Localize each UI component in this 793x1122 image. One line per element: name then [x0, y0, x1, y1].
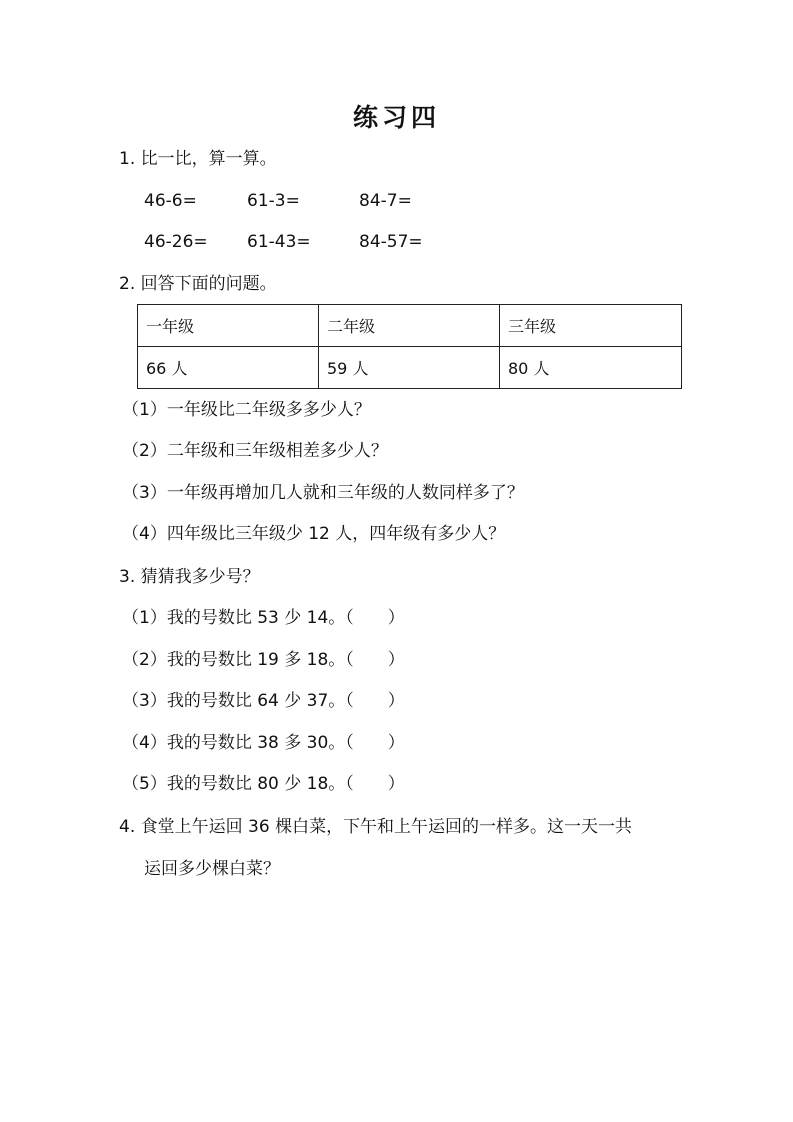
- question-3-sub: （1）我的号数比 53 少 14。（ ）: [122, 608, 405, 628]
- question-2-sub: （1）一年级比二年级多多少人？: [122, 400, 371, 420]
- question-4-line: 4. 食堂上午运回 36 棵白菜，下午和上午运回的一样多。这一天一共: [119, 817, 633, 837]
- question-1-heading: 1. 比一比，算一算。: [119, 149, 277, 169]
- calc-item: 61-3=: [247, 191, 300, 211]
- question-3-sub: （5）我的号数比 80 少 18。（ ）: [122, 774, 405, 794]
- table-cell: 三年级: [500, 305, 682, 347]
- question-3-heading: 3. 猜猜我多少号？: [119, 567, 260, 587]
- question-3-sub: （4）我的号数比 38 多 30。（ ）: [122, 733, 405, 753]
- table-cell: 一年级: [138, 305, 319, 347]
- table-cell: 66 人: [138, 347, 319, 389]
- table-cell: 二年级: [319, 305, 500, 347]
- question-3-sub: （3）我的号数比 64 少 37。（ ）: [122, 691, 405, 711]
- table-header-row: [138, 305, 682, 347]
- question-2-sub: （4）四年级比三年级少 12 人，四年级有多少人？: [122, 524, 506, 544]
- question-2-sub: （3）一年级再增加几人就和三年级的人数同样多了？: [122, 483, 524, 503]
- grade-table: [137, 304, 682, 389]
- table-row: [138, 347, 682, 389]
- calc-item: 46-6=: [144, 191, 197, 211]
- calc-item: 61-43=: [247, 232, 311, 252]
- calc-item: 46-26=: [144, 232, 208, 252]
- table-cell: 59 人: [319, 347, 500, 389]
- question-2-sub: （2）二年级和三年级相差多少人？: [122, 441, 388, 461]
- question-2-heading: 2. 回答下面的问题。: [119, 274, 277, 294]
- question-3-sub: （2）我的号数比 19 多 18。（ ）: [122, 650, 405, 670]
- calc-item: 84-7=: [359, 191, 412, 211]
- table-cell: 80 人: [500, 347, 682, 389]
- calc-item: 84-57=: [359, 232, 423, 252]
- page-title: 练习四: [352, 103, 440, 132]
- question-4-line: 运回多少棵白菜？: [144, 859, 280, 879]
